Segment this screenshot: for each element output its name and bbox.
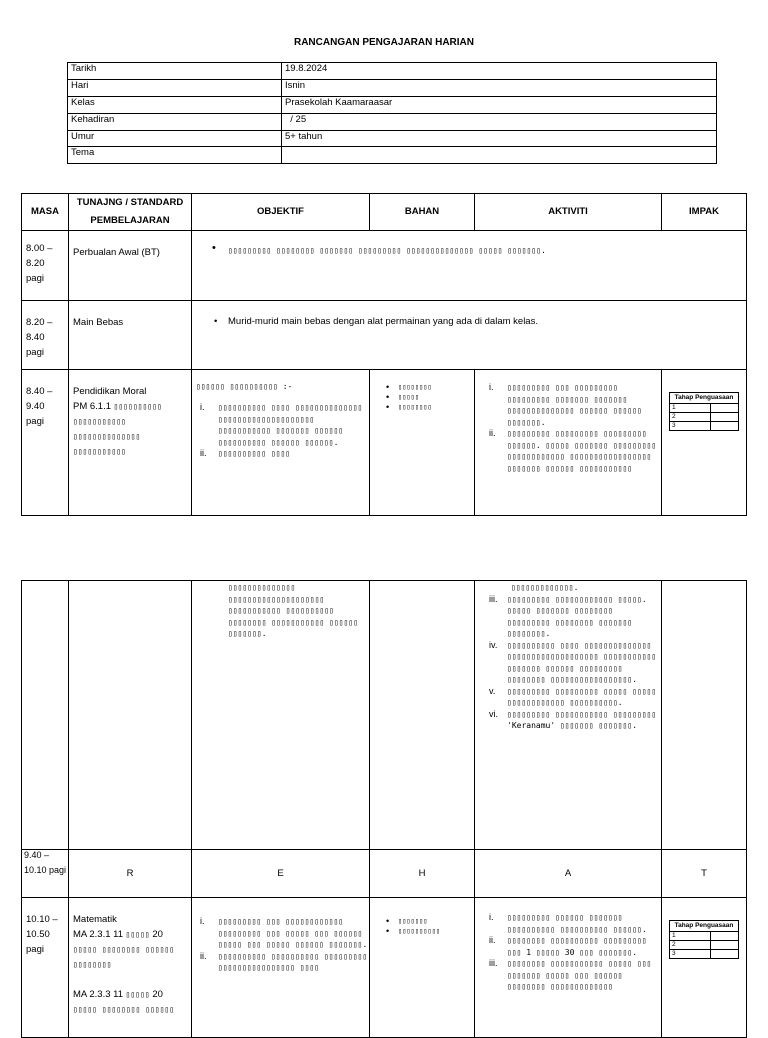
info-value: 5+ tahun bbox=[282, 130, 717, 147]
item-number: iii. bbox=[489, 593, 498, 604]
list-item bbox=[485, 640, 661, 686]
level-2: 2 bbox=[670, 941, 711, 950]
aktiviti-list bbox=[475, 594, 661, 732]
info-value: Isnin bbox=[282, 79, 717, 96]
subject-title: Matematik bbox=[73, 914, 117, 925]
rehat-letter-h: H bbox=[418, 868, 426, 879]
item-text: ▯▯▯▯▯▯▯▯▯▯ ▯▯▯▯▯▯▯▯▯▯ ▯▯▯▯▯▯▯▯▯ ▯▯▯▯▯▯▯▯▯▯▯▯▯▯▯▯ ▯▯▯▯ bbox=[218, 951, 368, 972]
info-row bbox=[68, 96, 717, 113]
item-text: ▯▯▯▯▯▯▯▯ ▯▯▯▯▯▯▯▯▯▯▯ ▯▯▯▯▯ ▯▯▯ ▯▯▯▯▯▯▯ ▯▯▯▯▯ ▯▯▯ ▯▯▯▯▯▯ ▯▯▯▯▯▯▯▯ ▯▯▯▯▯▯▯▯▯▯▯▯▯ bbox=[507, 959, 652, 991]
item-number: i. bbox=[489, 912, 494, 922]
bahan-item: • ▯▯▯▯▯▯▯▯ bbox=[392, 402, 474, 412]
item-number: v. bbox=[489, 685, 496, 696]
info-label: Hari bbox=[68, 79, 282, 96]
list-item bbox=[485, 935, 661, 958]
info-label: Kelas bbox=[68, 96, 282, 113]
lesson-table-page-1 bbox=[21, 193, 747, 516]
item-number: iii. bbox=[489, 958, 498, 968]
info-row bbox=[68, 79, 717, 96]
objektif-intro: ▯▯▯▯▯▯ ▯▯▯▯▯▯▯▯▯▯ :- bbox=[196, 382, 293, 391]
header-aktiviti: AKTIVITI bbox=[475, 194, 662, 231]
rehat-letter-e: E bbox=[277, 868, 284, 879]
bullet: • bbox=[214, 316, 218, 327]
list-item bbox=[485, 958, 661, 993]
item-text: ▯▯▯▯▯▯▯▯▯ ▯▯▯▯▯▯▯▯▯▯▯▯ ▯▯▯▯▯. ▯▯▯▯▯ ▯▯▯▯▯▯▯ ▯▯▯▯▯▯▯▯ ▯▯▯▯▯▯▯▯▯ ▯▯▯▯▯▯▯▯ ▯▯▯▯▯▯▯ ▯▯▯▯▯▯▯▯. bbox=[507, 594, 647, 638]
row-pendidikan-moral bbox=[22, 370, 747, 516]
standard-code: PM 6.1.1 bbox=[73, 401, 112, 412]
standard-text-2: ▯▯▯▯▯ ▯▯▯▯▯▯▯▯ ▯▯▯▯▯▯ bbox=[73, 1005, 175, 1014]
standard-glyph-2: ▯▯▯▯▯ bbox=[125, 990, 150, 999]
level-3: 3 bbox=[670, 422, 711, 431]
info-label: Tarikh bbox=[68, 63, 282, 80]
aktiviti-list bbox=[475, 912, 661, 993]
tahap-penguasaan-table bbox=[669, 920, 739, 959]
header-masa: MASA bbox=[22, 194, 69, 231]
lesson-table-page-2 bbox=[21, 580, 747, 1038]
item-text: ▯▯▯▯▯▯▯▯▯▯ ▯▯▯▯ ▯▯▯▯▯▯▯▯▯▯▯▯▯▯ ▯▯▯▯▯▯▯▯▯▯▯▯▯▯▯▯▯▯▯▯ ▯▯▯▯▯▯▯▯▯▯▯ ▯▯▯▯▯▯▯ ▯▯▯▯▯▯ ▯▯▯▯▯▯▯▯▯▯ ▯▯▯▯▯▯ ▯▯▯▯▯▯. bbox=[218, 403, 363, 447]
item-number: i. bbox=[200, 402, 205, 412]
info-label: Kehadiran bbox=[68, 113, 282, 130]
standard-text: ▯▯▯▯▯▯▯▯▯▯ ▯▯▯▯▯▯▯▯▯▯▯ ▯▯▯▯▯▯▯▯▯▯▯▯▯▯ ▯▯▯▯▯▯▯▯▯▯▯ bbox=[73, 402, 162, 456]
subject-title: Pendidikan Moral bbox=[73, 386, 147, 397]
item-number: i. bbox=[489, 382, 494, 392]
header-row bbox=[22, 194, 747, 231]
standard-glyph-1: ▯▯▯▯▯ bbox=[125, 930, 150, 939]
list-item bbox=[485, 709, 661, 732]
standard-cell: Main Bebas bbox=[73, 317, 124, 328]
objektif-list bbox=[192, 916, 369, 974]
masa-cell: 8.20 – 8.40 pagi bbox=[26, 317, 53, 358]
item-text: ▯▯▯▯▯▯▯▯▯ ▯▯▯ ▯▯▯▯▯▯▯▯▯▯▯▯ ▯▯▯▯▯▯▯▯▯ ▯▯▯ ▯▯▯▯▯ ▯▯▯ ▯▯▯▯▯▯ ▯▯▯▯▯ ▯▯▯ ▯▯▯▯▯ ▯▯▯▯▯▯ ▯▯▯▯▯▯▯. bbox=[218, 917, 368, 949]
standard-cell: Perbualan Awal (BT) bbox=[73, 247, 160, 258]
content-text: Murid-murid main bebas dengan alat permainan yang ada di dalam kelas. bbox=[228, 316, 538, 327]
item-number: ii. bbox=[489, 428, 496, 438]
list-item bbox=[485, 382, 661, 428]
info-row bbox=[68, 63, 717, 80]
header-bahan: BAHAN bbox=[370, 194, 475, 231]
list-item bbox=[485, 428, 661, 474]
row-matematik bbox=[22, 898, 747, 1038]
masa-cell: 9.40 – 10.10 pagi bbox=[24, 850, 67, 875]
info-row bbox=[68, 113, 717, 130]
objektif-continued: ▯▯▯▯▯▯▯▯▯▯▯▯▯▯ ▯▯▯▯▯▯▯▯▯▯▯▯▯▯▯▯▯▯▯▯ ▯▯▯▯▯▯▯▯▯▯▯ ▯▯▯▯▯▯▯▯▯▯ ▯▯▯▯▯▯▯▯ ▯▯▯▯▯▯▯▯▯▯▯ ▯▯▯▯▯▯ ▯▯▯▯▯▯▯. bbox=[228, 583, 359, 638]
level-2: 2 bbox=[670, 413, 711, 422]
item-number: vi. bbox=[489, 708, 498, 719]
item-number: i. bbox=[200, 916, 205, 926]
header-impak: IMPAK bbox=[662, 194, 747, 231]
standard-code-2: MA 2.3.3 11 bbox=[73, 989, 123, 1000]
list-item bbox=[196, 402, 365, 448]
page-title: RANCANGAN PENGAJARAN HARIAN bbox=[293, 37, 474, 48]
row-main-bebas bbox=[22, 301, 747, 370]
list-item bbox=[485, 594, 661, 640]
bullet: • bbox=[212, 242, 216, 254]
info-label: Tema bbox=[68, 147, 282, 164]
item-text: ▯▯▯▯▯▯▯▯ ▯▯▯▯▯▯▯▯▯▯ ▯▯▯▯▯▯▯▯▯ ▯▯▯ 1 ▯▯▯▯▯ 30 ▯▯▯ ▯▯▯▯▯▯▯. bbox=[507, 936, 647, 957]
bahan-item: • ▯▯▯▯▯▯▯▯ bbox=[392, 382, 474, 392]
item-number: ii. bbox=[200, 950, 207, 961]
item-text: ▯▯▯▯▯▯▯▯▯ ▯▯▯▯▯▯▯▯▯ ▯▯▯▯▯ ▯▯▯▯▯ ▯▯▯▯▯▯▯▯▯▯▯▯ ▯▯▯▯▯▯▯▯▯▯. bbox=[507, 686, 657, 707]
info-value bbox=[282, 147, 717, 164]
rehat-letter-a: A bbox=[564, 868, 572, 879]
rehat-letter-t: T bbox=[701, 868, 707, 879]
item-text: ▯▯▯▯▯▯▯▯▯▯ ▯▯▯▯ bbox=[218, 449, 291, 458]
item-number: ii. bbox=[200, 448, 207, 458]
item-text: ▯▯▯▯▯▯▯▯▯ ▯▯▯ ▯▯▯▯▯▯▯▯▯ ▯▯▯▯▯▯▯▯▯ ▯▯▯▯▯▯▯ ▯▯▯▯▯▯▯ ▯▯▯▯▯▯▯▯▯▯▯▯▯▯ ▯▯▯▯▯▯ ▯▯▯▯▯▯ ▯▯▯▯▯▯▯. bbox=[507, 383, 642, 427]
info-label: Umur bbox=[68, 130, 282, 147]
info-value: 19.8.2024 bbox=[282, 63, 717, 80]
row-pendidikan-moral-cont bbox=[22, 581, 747, 850]
info-value: / 25 bbox=[282, 113, 717, 130]
info-value: Prasekolah Kaamaraasar bbox=[282, 96, 717, 113]
level-1: 1 bbox=[670, 932, 711, 941]
bahan-list bbox=[370, 916, 474, 936]
level-3: 3 bbox=[670, 950, 711, 959]
masa-cell: 8.40 – 9.40 pagi bbox=[26, 386, 53, 427]
standard-code-1: MA 2.3.1 11 bbox=[73, 929, 123, 940]
item-number: iv. bbox=[489, 639, 498, 650]
standard-num-1: 20 bbox=[152, 929, 163, 940]
list-item bbox=[196, 916, 369, 951]
tahap-penguasaan-table bbox=[669, 392, 739, 431]
item-number: ii. bbox=[489, 935, 496, 945]
level-1: 1 bbox=[670, 404, 711, 413]
item-text: ▯▯▯▯▯▯▯▯▯ ▯▯▯▯▯▯ ▯▯▯▯▯▯▯ ▯▯▯▯▯▯▯▯▯▯ ▯▯▯▯▯▯▯▯▯▯ ▯▯▯▯▯▯. bbox=[507, 913, 647, 934]
objektif-list bbox=[196, 402, 365, 460]
tahap-penguasaan-title: Tahap Penguasaan bbox=[670, 921, 739, 932]
content-text: ▯▯▯▯▯▯▯▯▯ ▯▯▯▯▯▯▯▯ ▯▯▯▯▯▯▯ ▯▯▯▯▯▯▯▯▯ ▯▯▯▯▯▯▯▯▯▯▯▯▯▯ ▯▯▯▯▯ ▯▯▯▯▯▯▯. bbox=[228, 246, 546, 255]
list-item bbox=[196, 951, 369, 974]
aktiviti-continued: ▯▯▯▯▯▯▯▯▯▯▯▯▯. bbox=[511, 583, 579, 592]
bahan-item: • ▯▯▯▯▯ bbox=[392, 392, 474, 402]
item-text: ▯▯▯▯▯▯▯▯▯ ▯▯▯▯▯▯▯▯▯ ▯▯▯▯▯▯▯▯▯ ▯▯▯▯▯▯. ▯▯▯▯▯ ▯▯▯▯▯▯▯ ▯▯▯▯▯▯▯▯▯ ▯▯▯▯▯▯▯▯▯▯▯▯ ▯▯▯▯▯▯▯▯▯▯▯▯▯▯▯▯▯ ▯▯▯▯▯▯▯ ▯▯▯▯▯▯ ▯▯▯▯▯▯▯▯▯▯▯ bbox=[507, 429, 657, 473]
masa-cell: 8.00 – 8.20 pagi bbox=[26, 243, 53, 284]
bahan-item: • ▯▯▯▯▯▯▯▯▯▯ bbox=[392, 926, 474, 936]
list-item bbox=[196, 448, 365, 460]
bahan-list bbox=[370, 382, 474, 412]
aktiviti-list bbox=[475, 382, 661, 474]
list-item bbox=[485, 912, 661, 935]
info-table bbox=[67, 62, 717, 164]
header-objektif: OBJEKTIF bbox=[192, 194, 370, 231]
tahap-penguasaan-title: Tahap Penguasaan bbox=[670, 393, 739, 404]
row-rehat bbox=[22, 850, 747, 898]
item-text: ▯▯▯▯▯▯▯▯▯▯ ▯▯▯▯ ▯▯▯▯▯▯▯▯▯▯▯▯▯▯ ▯▯▯▯▯▯▯▯▯▯▯▯▯▯▯▯▯▯▯ ▯▯▯▯▯▯▯▯▯▯▯ ▯▯▯▯▯▯▯ ▯▯▯▯▯▯ ▯▯▯▯▯▯▯▯▯ ▯▯▯▯▯▯▯▯ ▯▯▯▯▯▯▯▯▯▯▯▯▯▯▯▯▯. bbox=[507, 640, 657, 684]
standard-num-2: 20 bbox=[152, 989, 163, 1000]
info-row bbox=[68, 130, 717, 147]
bahan-item: • ▯▯▯▯▯▯▯ bbox=[392, 916, 474, 926]
header-standard: TUNAJNG / STANDARD PEMBELAJARAN bbox=[69, 194, 192, 231]
item-text: ▯▯▯▯▯▯▯▯▯ ▯▯▯▯▯▯▯▯▯▯▯ ▯▯▯▯▯▯▯▯▯ 'Keranamu' ▯▯▯▯▯▯▯ ▯▯▯▯▯▯▯. bbox=[507, 709, 657, 730]
info-row bbox=[68, 147, 717, 164]
rehat-letter-r: R bbox=[126, 868, 134, 879]
list-item bbox=[485, 686, 661, 709]
masa-cell: 10.10 – 10.50 pagi bbox=[26, 914, 58, 955]
row-perbualan-awal bbox=[22, 231, 747, 301]
standard-text-1: ▯▯▯▯▯ ▯▯▯▯▯▯▯▯ ▯▯▯▯▯▯ ▯▯▯▯▯▯▯▯ bbox=[73, 945, 175, 969]
